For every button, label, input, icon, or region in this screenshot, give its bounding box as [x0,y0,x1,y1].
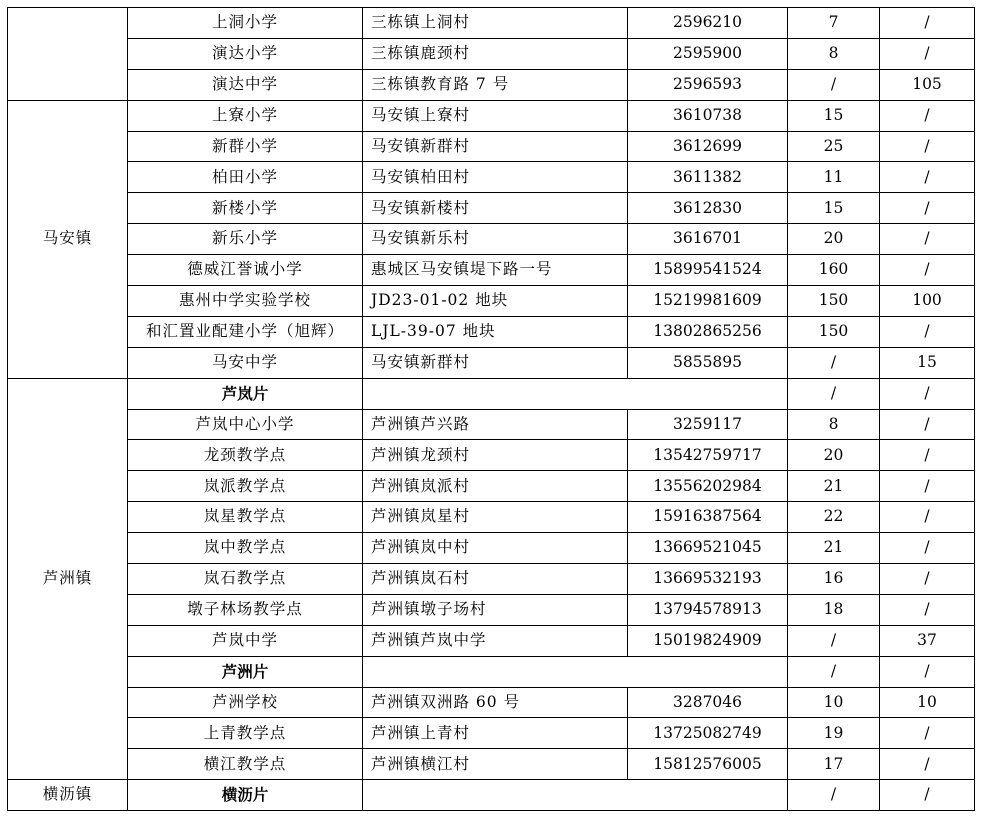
school-name: 和汇置业配建小学（旭辉） [128,316,363,347]
section-blank [363,780,788,811]
secondary-count: 100 [880,286,975,317]
primary-count: / [788,656,880,687]
school-phone: 15812576005 [628,749,788,780]
table-row [8,100,975,131]
secondary-count: / [880,255,975,286]
school-phone: 3616701 [628,224,788,255]
table-row [8,749,975,780]
school-phone: 3287046 [628,687,788,718]
school-name: 芦岚中学 [128,625,363,656]
school-phone: 2596210 [628,8,788,39]
school-name: 芦岚中心小学 [128,409,363,440]
secondary-count: / [880,564,975,595]
school-phone: 13794578913 [628,594,788,625]
secondary-count: / [880,38,975,69]
table-row [8,625,975,656]
primary-count: 11 [788,162,880,193]
section-blank [363,656,788,687]
primary-count: 160 [788,255,880,286]
school-address: JD23-01-02 地块 [363,286,628,317]
school-phone: 13669532193 [628,564,788,595]
school-phone: 5855895 [628,347,788,378]
table-row [8,687,975,718]
school-address: 芦洲镇岚星村 [363,502,628,533]
school-name: 德威江誉诚小学 [128,255,363,286]
school-address: LJL-39-07 地块 [363,316,628,347]
town-name: 横沥镇 [8,780,128,811]
table-row [8,718,975,749]
secondary-count: / [880,780,975,811]
primary-count: 10 [788,687,880,718]
table-row [8,471,975,502]
school-phone: 13669521045 [628,533,788,564]
school-address: 芦洲镇上青村 [363,718,628,749]
school-address: 惠城区马安镇堤下路一号 [363,255,628,286]
town-name: 芦洲镇 [8,378,128,780]
table-row [8,440,975,471]
secondary-count: / [880,378,975,409]
school-name: 横江教学点 [128,749,363,780]
school-address: 马安镇新乐村 [363,224,628,255]
table-row [8,533,975,564]
primary-count: 8 [788,409,880,440]
table-row [8,594,975,625]
primary-count: / [788,378,880,409]
school-address: 马安镇新群村 [363,347,628,378]
secondary-count: / [880,224,975,255]
school-name: 墩子林场教学点 [128,594,363,625]
secondary-count: / [880,471,975,502]
primary-count: 25 [788,131,880,162]
school-address: 芦洲镇岚中村 [363,533,628,564]
primary-count: 8 [788,38,880,69]
school-name: 龙颈教学点 [128,440,363,471]
section-row [8,780,975,811]
school-phone: 15219981609 [628,286,788,317]
table-row [8,224,975,255]
primary-count: 19 [788,718,880,749]
town-name [8,8,128,101]
table-row [8,38,975,69]
school-name: 新群小学 [128,131,363,162]
primary-count: 22 [788,502,880,533]
school-address: 马安镇新群村 [363,131,628,162]
table-row [8,193,975,224]
section-row [8,656,975,687]
school-address: 芦洲镇双洲路 60 号 [363,687,628,718]
secondary-count: / [880,100,975,131]
school-address: 芦洲镇芦岚中学 [363,625,628,656]
school-address: 马安镇新楼村 [363,193,628,224]
school-phone: 13542759717 [628,440,788,471]
primary-count: 18 [788,594,880,625]
table-row [8,564,975,595]
school-name: 马安中学 [128,347,363,378]
secondary-count: / [880,316,975,347]
primary-count: 16 [788,564,880,595]
school-address: 三栋镇鹿颈村 [363,38,628,69]
school-address: 马安镇柏田村 [363,162,628,193]
secondary-count: / [880,502,975,533]
school-phone: 2596593 [628,69,788,100]
table-row [8,162,975,193]
school-name: 惠州中学实验学校 [128,286,363,317]
primary-count: 20 [788,224,880,255]
table-row [8,131,975,162]
school-phone: 13556202984 [628,471,788,502]
primary-count: 15 [788,193,880,224]
secondary-count: 15 [880,347,975,378]
secondary-count: / [880,131,975,162]
table-row [8,69,975,100]
secondary-count: / [880,409,975,440]
section-label: 芦洲片 [128,656,363,687]
primary-count: 150 [788,316,880,347]
table-row [8,316,975,347]
primary-count: / [788,625,880,656]
school-address: 芦洲镇龙颈村 [363,440,628,471]
school-address: 马安镇上寮村 [363,100,628,131]
table-row [8,8,975,39]
section-blank [363,378,788,409]
section-label: 横沥片 [128,780,363,811]
secondary-count: / [880,162,975,193]
school-phone: 13725082749 [628,718,788,749]
primary-count: 17 [788,749,880,780]
school-name: 岚中教学点 [128,533,363,564]
school-name: 芦洲学校 [128,687,363,718]
secondary-count: 105 [880,69,975,100]
secondary-count: / [880,594,975,625]
section-label: 芦岚片 [128,378,363,409]
table-row [8,347,975,378]
secondary-count: / [880,8,975,39]
primary-count: / [788,780,880,811]
primary-count: 15 [788,100,880,131]
school-address: 芦洲镇墩子场村 [363,594,628,625]
school-name: 岚星教学点 [128,502,363,533]
school-phone: 3610738 [628,100,788,131]
secondary-count: 10 [880,687,975,718]
school-phone: 15899541524 [628,255,788,286]
school-phone: 3612830 [628,193,788,224]
primary-count: 21 [788,533,880,564]
school-address: 三栋镇教育路 7 号 [363,69,628,100]
school-address: 芦洲镇横江村 [363,749,628,780]
school-phone: 3259117 [628,409,788,440]
school-phone: 15916387564 [628,502,788,533]
table-body [8,8,975,811]
school-name: 上寮小学 [128,100,363,131]
secondary-count: / [880,440,975,471]
secondary-count: / [880,656,975,687]
primary-count: 150 [788,286,880,317]
secondary-count: / [880,718,975,749]
school-name: 演达中学 [128,69,363,100]
school-name: 柏田小学 [128,162,363,193]
primary-count: / [788,347,880,378]
school-name: 岚派教学点 [128,471,363,502]
school-name: 新楼小学 [128,193,363,224]
school-name: 上洞小学 [128,8,363,39]
school-phone: 13802865256 [628,316,788,347]
school-name: 上青教学点 [128,718,363,749]
table-row [8,409,975,440]
school-table [7,7,975,811]
secondary-count: / [880,749,975,780]
primary-count: / [788,69,880,100]
school-name: 岚石教学点 [128,564,363,595]
table-row [8,255,975,286]
school-phone: 15019824909 [628,625,788,656]
primary-count: 20 [788,440,880,471]
secondary-count: 37 [880,625,975,656]
school-phone: 3612699 [628,131,788,162]
secondary-count: / [880,533,975,564]
school-name: 演达小学 [128,38,363,69]
school-address: 芦洲镇岚派村 [363,471,628,502]
primary-count: 21 [788,471,880,502]
section-row [8,378,975,409]
table-row [8,502,975,533]
school-address: 三栋镇上洞村 [363,8,628,39]
town-name: 马安镇 [8,100,128,378]
school-name: 新乐小学 [128,224,363,255]
school-phone: 2595900 [628,38,788,69]
school-address: 芦洲镇岚石村 [363,564,628,595]
school-address: 芦洲镇芦兴路 [363,409,628,440]
table-row [8,286,975,317]
school-phone: 3611382 [628,162,788,193]
secondary-count: / [880,193,975,224]
primary-count: 7 [788,8,880,39]
